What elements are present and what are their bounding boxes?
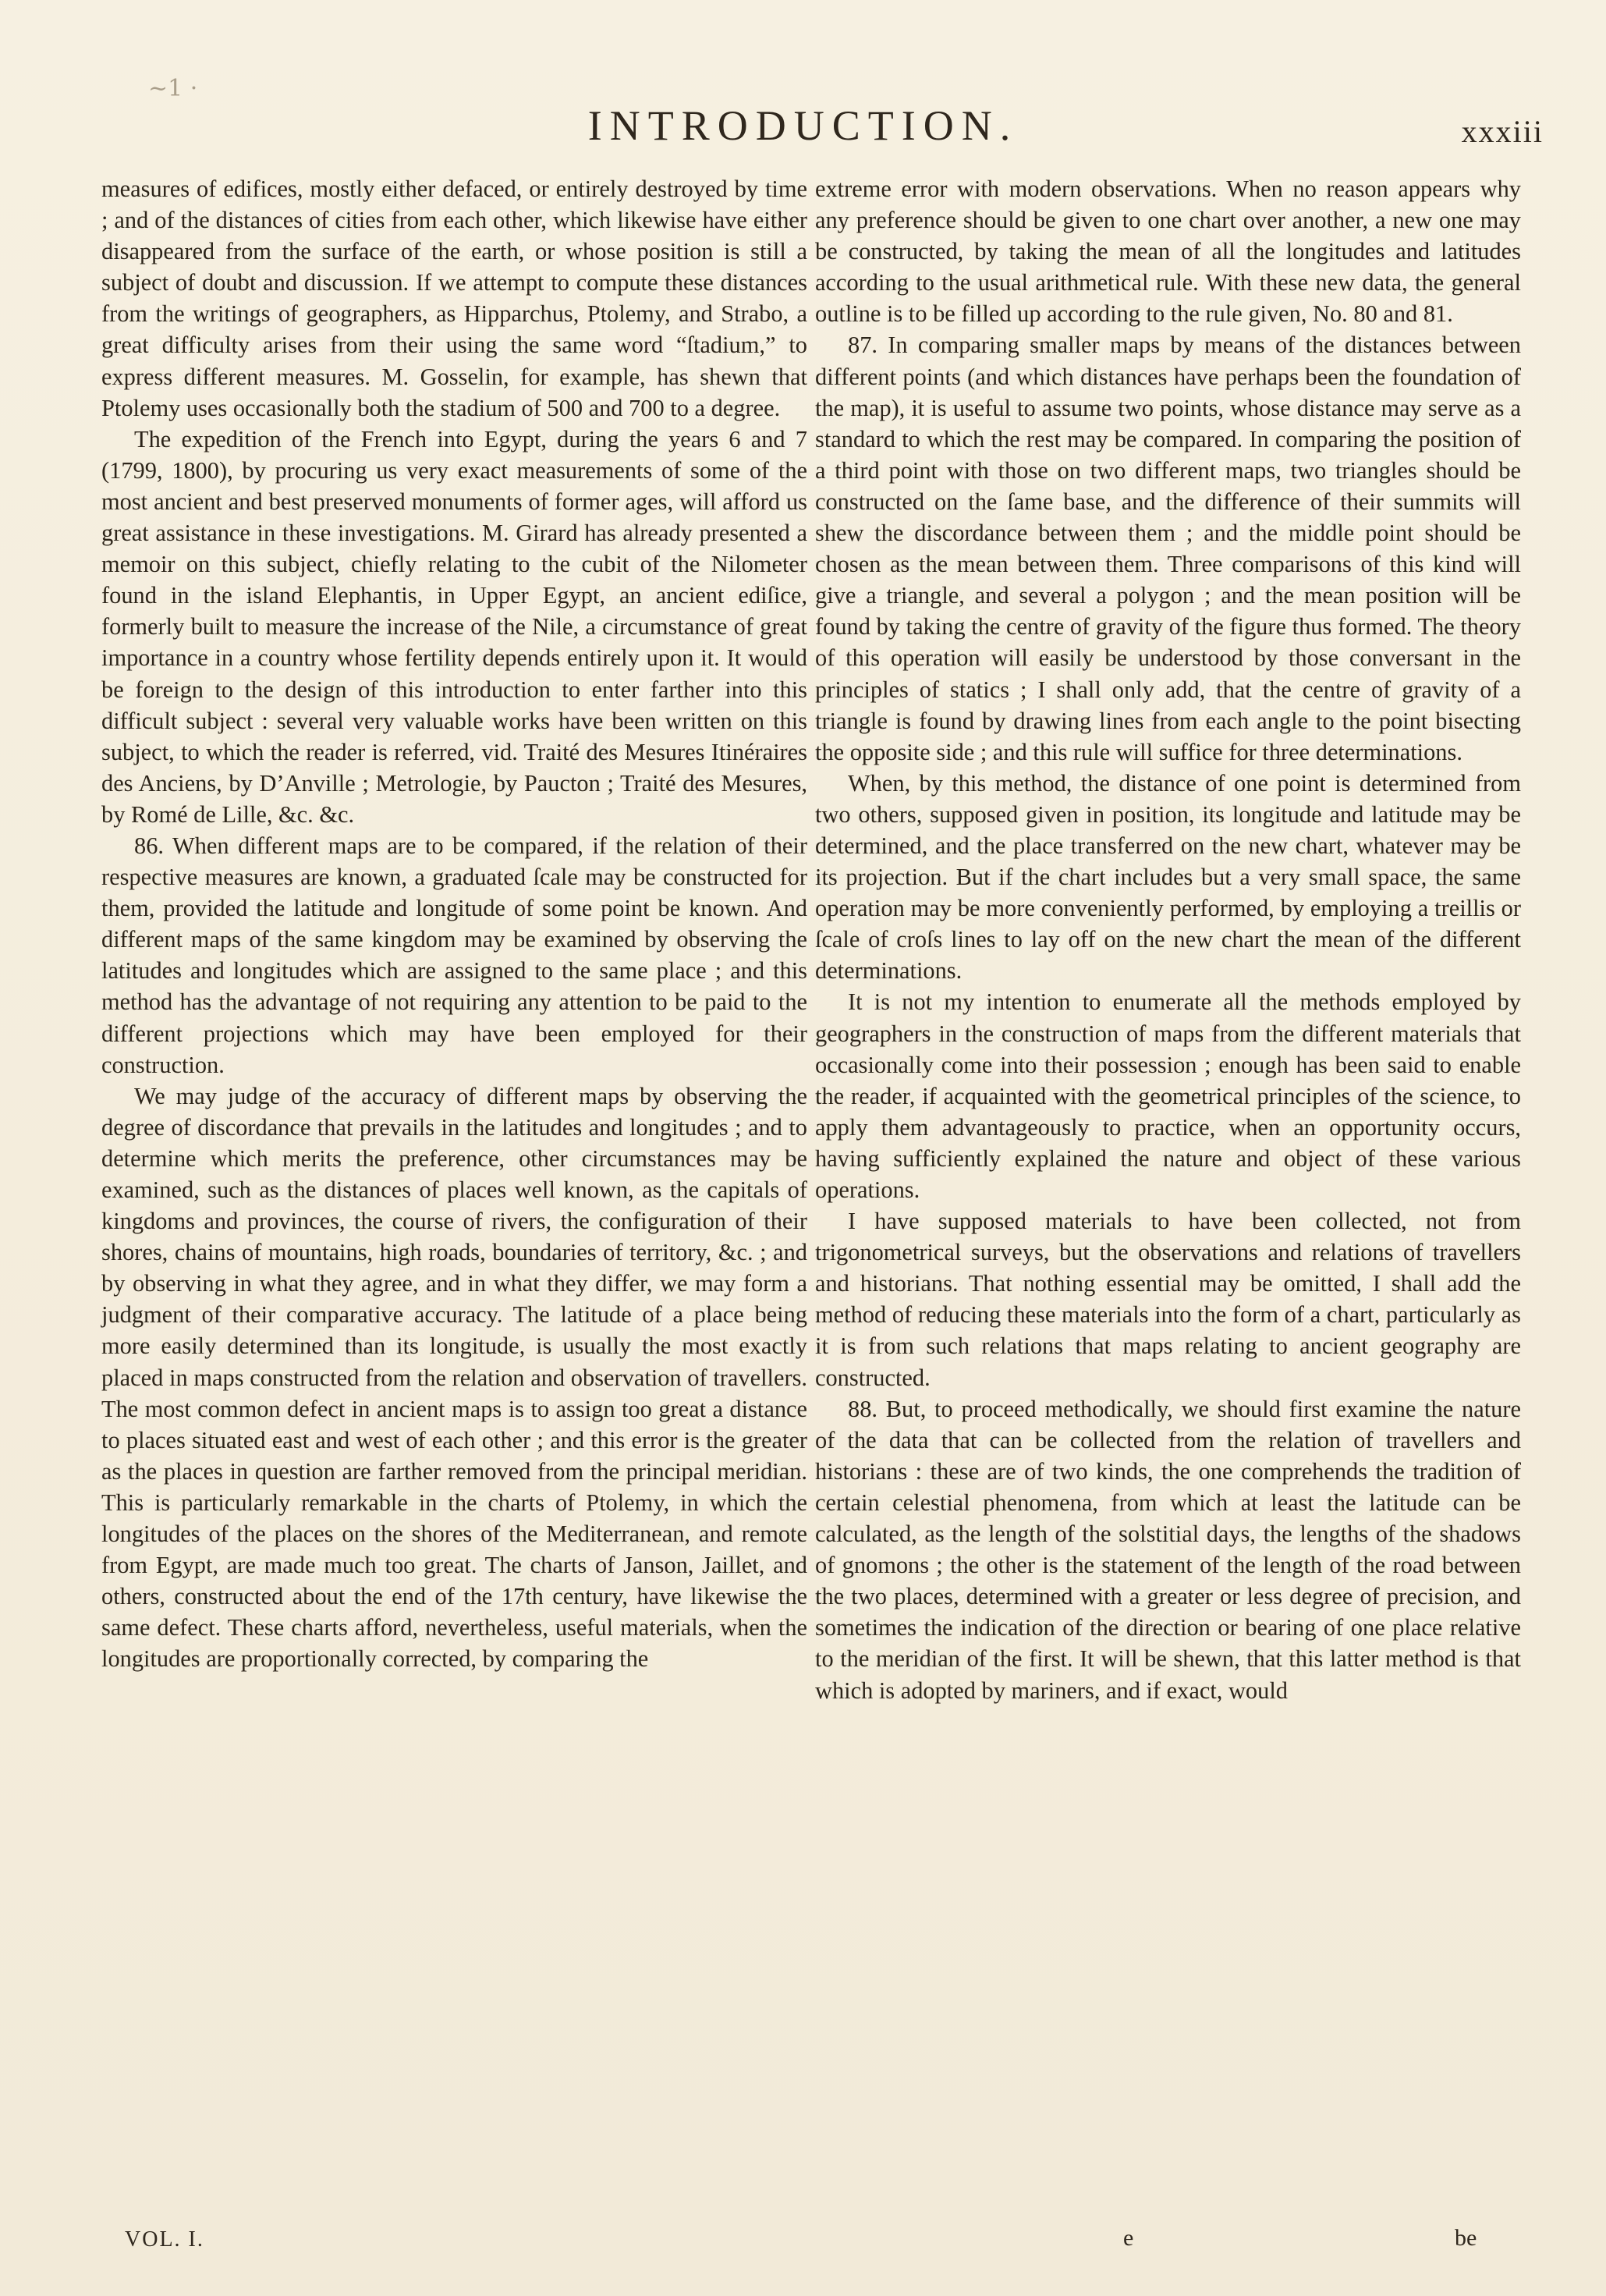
catchword: be [1455,2225,1477,2251]
page-number: xxxiii [1461,114,1544,149]
volume-signature: VOL. I. [125,2227,204,2252]
left-column [101,173,807,1675]
paragraph-87: 87. In comparing smaller maps by means of the distances between different points (and which distances have perhaps been the foundation of the map), it is useful to assume two points, whose distance may serve as a standard to which the rest may be compared. In comparing the position of a third point with those on two different maps, two triangles should be constructed on the ſame base, and the difference of their summits will shew the discordance between them ; and the middle point should be chosen as the mean between them. Three comparisons of this kind will give a triangle, and several a polygon ; and the mean position will be found by taking the centre of gravity of the figure thus formed. The theory of this operation will easily be understood by those conversant in the principles of statics ; I shall only add, that the centre of gravity of a triangle is found by drawing lines from each angle to the point bisecting the opposite side ; and this rule will suffice for three determinations. [815,332,1521,765]
paragraph: We may judge of the accuracy of different maps by observing the degree of discordance that prevails in the latitudes and longitudes ; and to determine which merits the preference, other circumstances may be examined, such as the distances of places well known, as the capitals of kingdoms and provinces, the course of rivers, the configuration of their shores, chains of mountains, high roads, boundaries of territory, &c. ; and by observing in what they agree, and in what they differ, we may form a judgment of their comparative accuracy. The latitude of a place being more easily determined than its longitude, is usually the most exactly placed in maps constructed from the relation and observation of travellers. The most common defect in ancient maps is to assign too great a distance to places situated east and west of each other ; and this error is the greater as the places in question are farther removed from the principal meridian. This is particularly remarkable in the charts of Ptolemy, in which the longitudes of the places on the shores of the Mediterranean, and remote from Egypt, are made much too great. The charts of Janson, Jaillet, and others, constructed about the end of the 17th century, have likewise the same defect. These charts afford, nevertheless, useful materials, when the longitudes are proportionally corrected, by comparing the [101,1082,807,1673]
paragraph: measures of edifices, mostly either defaced, or entirely destroyed by time ; and of the distances of cities from each other, which likewise have either disappeared from the surface of the earth, or whose position is still a subject of doubt and discussion. If we attempt to compute these distances from the writings of geographers, as Hipparchus, Ptolemy, and Strabo, a great difficulty arises from their using the same word “ſtadium,” to express different measures. M. Gosselin, for example, has shewn that Ptolemy uses occasionally both the stadium of 500 and 700 to a degree. [101,176,807,421]
paragraph: I have supposed materials to have been collected, not from trigonometrical surveys, but the observations and relations of travellers and historians. That nothing essential may be omitted, I shall add the method of reducing these materials into the form of a chart, particularly as it is from such relations that maps relating to ancient geography are constructed. [815,1208,1521,1391]
marginal-mark: ~1 · [148,75,198,102]
paragraph: It is not my intention to enumerate all the methods employed by geographers in the construction of maps from the different materials that occasionally come into their possession ; enough has been said to enable the reader, if acquainted with the geometrical principles of the science, to apply them advantageously to practice, when an opportunity occurs, having sufficiently explained the nature and object of these various operations. [815,988,1521,1203]
running-head-title: INTRODUCTION. [587,102,1019,149]
paragraph: When, by this method, the distance of one point is determined from two others, supposed given in position, its longitude and latitude may be determined, and the place transferred on the new chart, whatever may be its projection. But if the chart includes but a very small space, the same operation may be more conveniently performed, by employing a treillis or ſcale of croſs lines to lay off on the new chart the mean of the different determinations. [815,769,1521,985]
paragraph: extreme error with modern observations. When no reason appears why any preference should be given to one chart over another, a new one may be constructed, by taking the mean of all the longitudes and latitudes according to the usual arithmetical rule. With these new data, the general outline is to be filled up according to the rule given, No. 80 and 81. [815,176,1521,328]
right-column [815,173,1521,1706]
paragraph-88: 88. But, to proceed methodically, we should first examine the nature of the data that can be collected from the relation of travellers and historians : these are of two kinds, the one comprehends the tradition of certain celestial phenomena, from which at least the latitude can be calculated, as the length of the solstitial days, the lengths of the shadows of gnomons ; the other is the statement of the length of the road between the two places, determined with a greater or less degree of precision, and sometimes the indication of the direction or bearing of one place relative to the meridian of the first. It will be shewn, that this latter method is that which is adopted by mariners, and if exact, would [815,1395,1521,1704]
paragraph-86: 86. When different maps are to be compared, if the relation of their respective measures are known, a graduated ſcale may be constructed for them, provided the latitude and longitude of some point be known. And different maps of the same kingdom may be examined by observing the latitudes and longitudes which are assigned to the same place ; and this method has the advantage of not requiring any attention to be paid to the different projections which may have been employed for their construction. [101,832,807,1078]
signature-mark: e [1123,2225,1134,2251]
paragraph: The expedition of the French into Egypt, during the years 6 and 7 (1799, 1800), by procuring us very exact measurements of some of the most ancient and best preserved monuments of former ages, will afford us great assistance in these investigations. M. Girard has already presented a memoir on this subject, chiefly relating to the cubit of the Nilometer found in the island Elephantis, in Upper Egypt, an ancient ediſice, formerly built to measure the increase of the Nile, a circumstance of great importance in a country whose fertility depends entirely upon it. It would be foreign to the design of this introduction to enter farther into this difficult subject : several very valuable works have been written on this subject, to which the reader is referred, vid. Traité des Mesures Itinéraires des Anciens, by D’Anville ; Metrologie, by Paucton ; Traité des Mesures, by Romé de Lille, &c. &c. [101,425,807,828]
